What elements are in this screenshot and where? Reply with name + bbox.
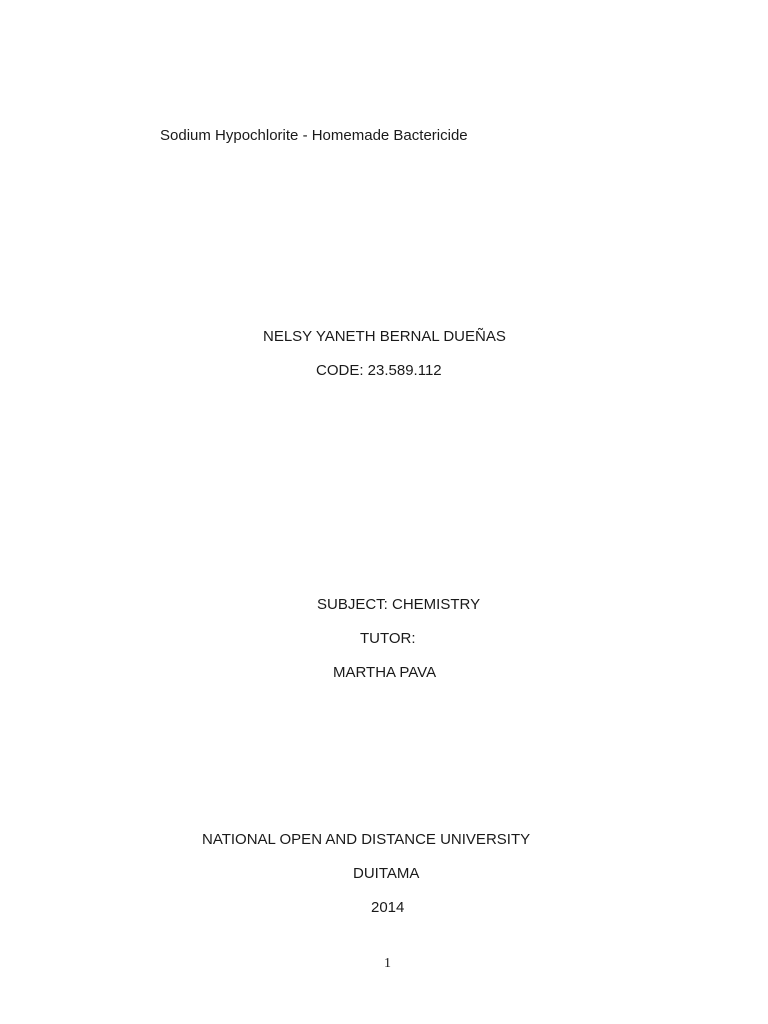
city-name: DUITAMA [353, 865, 420, 882]
tutor-label: TUTOR: [360, 630, 416, 647]
page-number: 1 [384, 956, 391, 971]
author-name: NELSY YANETH BERNAL DUEÑAS [263, 328, 506, 345]
student-code: CODE: 23.589.112 [316, 362, 442, 379]
year: 2014 [371, 899, 405, 916]
tutor-name: MARTHA PAVA [333, 664, 437, 681]
document-title: Sodium Hypochlorite - Homemade Bactericide [160, 127, 468, 144]
subject-line: SUBJECT: CHEMISTRY [317, 596, 481, 613]
university-name: NATIONAL OPEN AND DISTANCE UNIVERSITY [202, 831, 531, 848]
